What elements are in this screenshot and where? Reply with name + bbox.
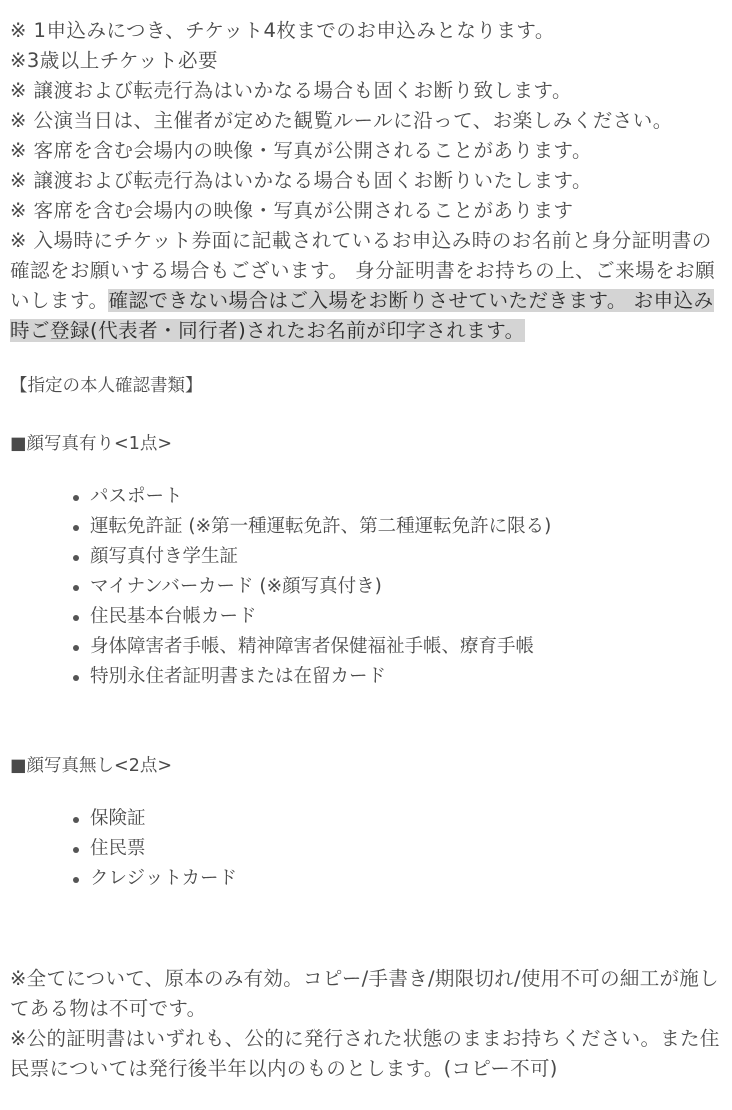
list-item xyxy=(90,864,720,894)
bullet-icon xyxy=(73,877,79,883)
list-item xyxy=(90,632,720,662)
bullet-icon xyxy=(73,555,79,561)
list-item-label: 運転免許証 (※第一種運転免許、第二種運転免許に限る) xyxy=(90,516,552,537)
list-item-label: 住民票 xyxy=(90,838,146,859)
list-item-label: 顔写真付き学生証 xyxy=(90,546,239,567)
list-item xyxy=(90,572,720,602)
note-line: ※ 客席を含む会場内の映像・写真が公開されることがあります xyxy=(10,199,574,222)
list-item-label: クレジットカード xyxy=(90,868,237,889)
list-item xyxy=(90,512,720,542)
list-item xyxy=(90,542,720,572)
bullet-icon xyxy=(73,495,79,501)
list-item xyxy=(90,662,720,692)
without-photo-heading: ■顔写真無し<2点> xyxy=(10,756,172,776)
list-item xyxy=(90,804,720,834)
bullet-icon xyxy=(73,645,79,651)
note-line: ※ 客席を含む会場内の映像・写真が公開されることがあります。 xyxy=(10,139,592,162)
list-item-label: マイナンバーカード (※顔写真付き) xyxy=(90,576,382,597)
list-item-label: 住民基本台帳カード xyxy=(90,606,257,627)
footer-notes xyxy=(10,964,720,1084)
highlighted-text: 確認できない場合はご入場をお断りさせていただきます。 お申込み時ご登録(代表者・同行者)されたお名前が印字されます。 xyxy=(10,289,714,342)
id-check-note xyxy=(10,226,720,346)
list-item-label: 保険証 xyxy=(90,808,146,829)
list-item-label: パスポート xyxy=(90,486,183,507)
note-line: ※ 公演当日は、主催者が定めた観覧ルールに沿って、お楽しみください。 xyxy=(10,109,673,132)
bullet-icon xyxy=(73,525,79,531)
list-item xyxy=(90,602,720,632)
footer-note: ※公的証明書はいずれも、公的に発行された状態のままお持ちください。また住民票については発行後半年以内のものとします。(コピー不可) xyxy=(10,1027,720,1080)
footer-note: ※全てについて、原本のみ有効。コピー/手書き/期限切れ/使用不可の細工が施してある物は不可です。 xyxy=(10,967,719,1020)
bullet-icon xyxy=(73,585,79,591)
bullet-icon xyxy=(73,615,79,621)
ticket-notes xyxy=(10,16,720,346)
note-line: ※ 譲渡および転売行為はいかなる場合も固くお断り致します。 xyxy=(10,79,572,102)
without-photo-list xyxy=(10,804,720,894)
bullet-icon xyxy=(73,675,79,681)
bullet-icon xyxy=(73,847,79,853)
with-photo-list xyxy=(10,482,720,692)
note-line: ※3歳以上チケット必要 xyxy=(10,49,218,72)
id-check-text: ※ 入場時にチケット券面に記載されているお申込み時のお名前と身分証明書の確認をお願いする場合もございます。 身分証明書をお持ちの上、ご来場をお願いします。 xyxy=(10,229,716,312)
note-line: ※ 1申込みにつき、チケット4枚までのお申込みとなります。 xyxy=(10,19,555,42)
list-item-label: 身体障害者手帳、精神障害者保健福祉手帳、療育手帳 xyxy=(90,636,535,657)
with-photo-heading: ■顔写真有り<1点> xyxy=(10,434,172,454)
list-item xyxy=(90,482,720,512)
documents-heading: 【指定の本人確認書類】 xyxy=(10,376,203,396)
note-line: ※ 譲渡および転売行為はいかなる場合も固くお断りいたします。 xyxy=(10,169,592,192)
list-item-label: 特別永住者証明書または在留カード xyxy=(90,666,387,687)
list-item xyxy=(90,834,720,864)
bullet-icon xyxy=(73,817,79,823)
